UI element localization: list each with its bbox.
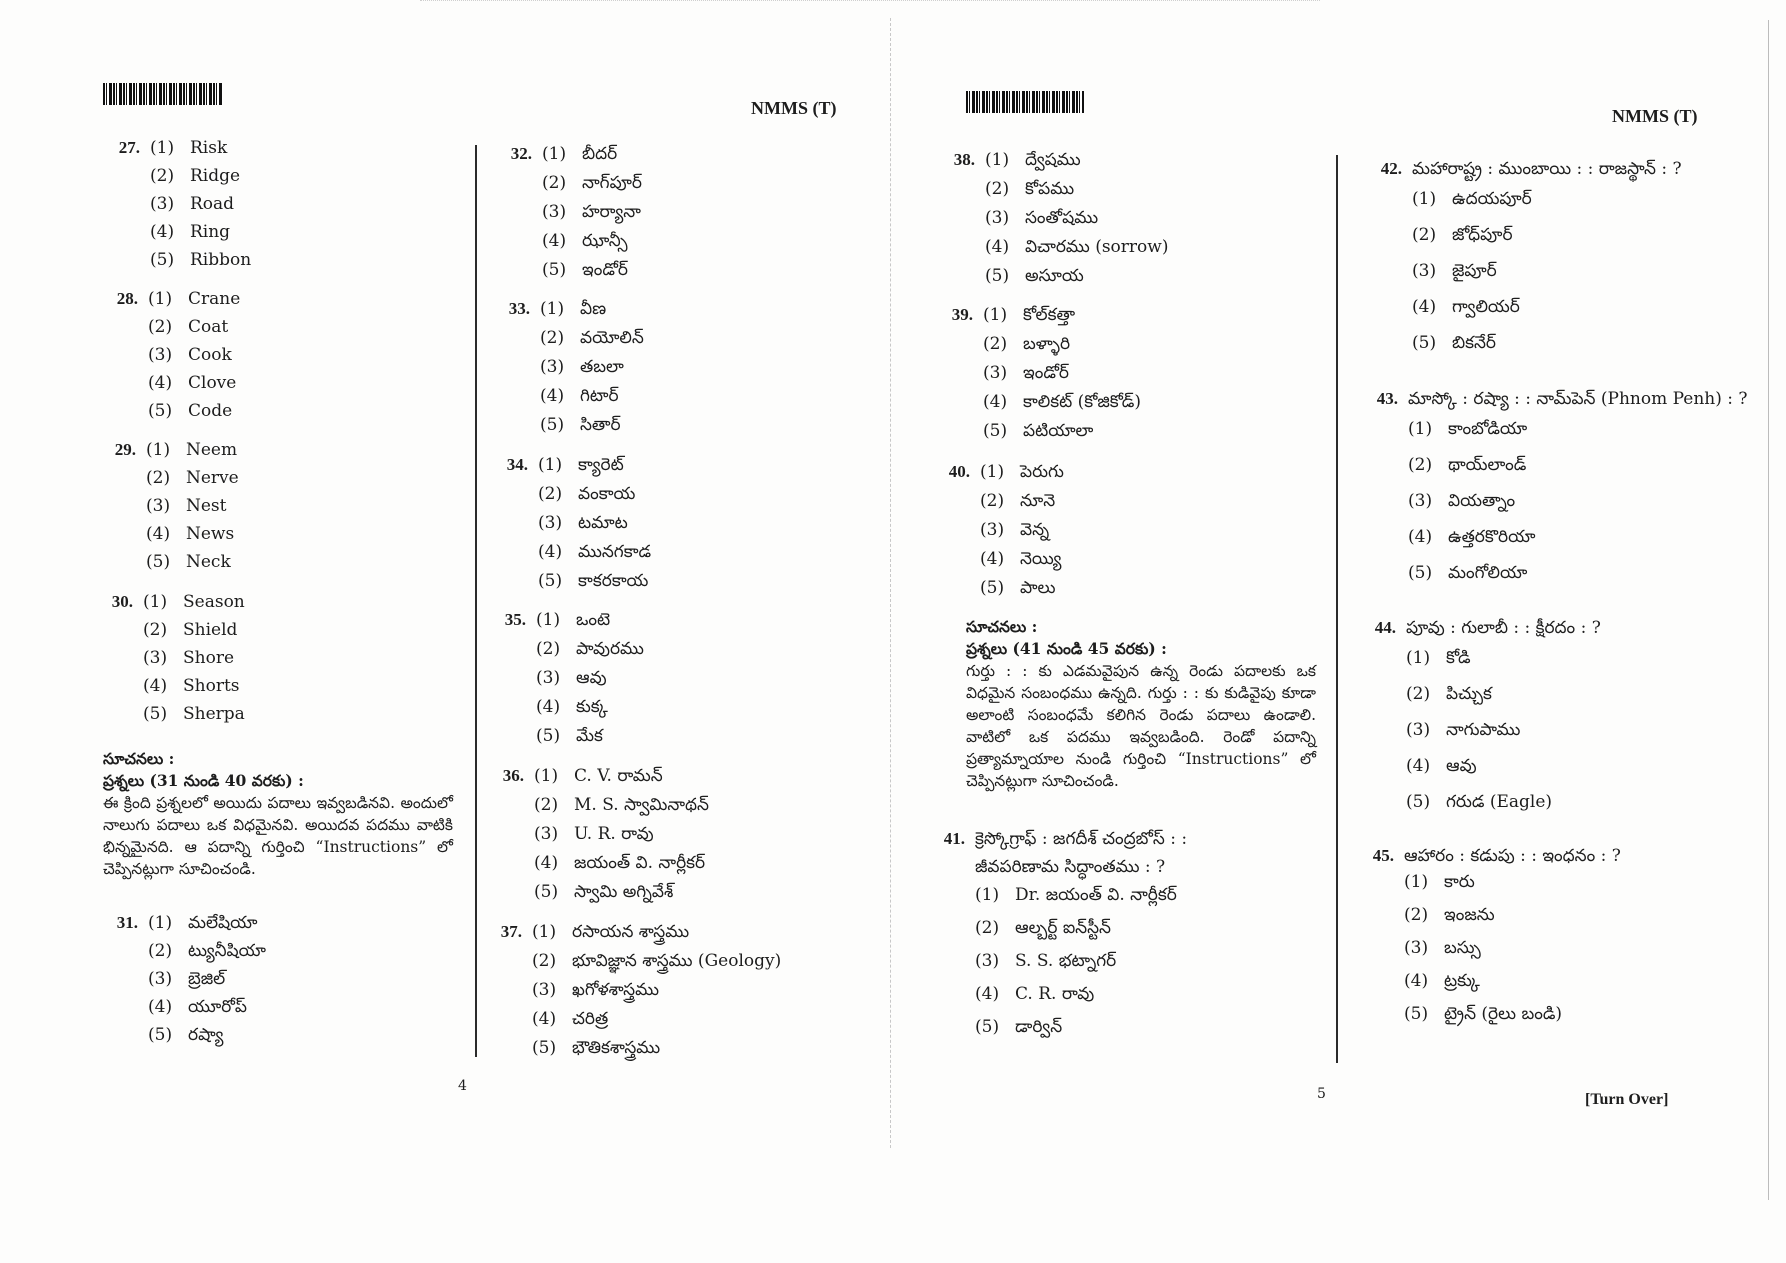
option-text: కారు [1444,872,1475,892]
option-text: స్వామి అగ్నివేశ్ [574,882,674,902]
option-text: Shorts [183,676,240,696]
option-text: Crane [188,289,241,309]
option-text: పాలు [1020,578,1056,598]
option-text: గిటార్ [580,386,619,406]
question-33: 33. (1) వీణ (2) వయోలిన్ (3) తబలా (4) గిటార్ (5) సితార్ [490,299,644,444]
question-35: 35. (1) ఒంటె (2) పావురము (3) ఆవు (4) కుక్క (5) మేక [486,610,644,755]
question-32: 32. (1) బీదర్ (2) నాగ్‌పూర్ (3) హర్యానా (4) ఝాన్సీ (5) ఇండోర్ [492,144,642,289]
option-text: పావురము [576,639,644,659]
instructions-body: ఈ క్రింది ప్రశ్నలలో అయిదు పదాలు ఇవ్వబడినవి. అందులో నాలుగు పదాలు ఒక విధమైనవి. అయిదవ పదము వాటికి భిన్నమైనది. ఆ పదాన్ని గుర్తించి “Instructions” లో చెప్పినట్లుగా సూచించండి. [103,794,453,878]
question-30: 30. (1) Season (2) Shield (3) Shore (4) Shorts (5) Sherpa [93,592,245,732]
instructions-title: సూచనలు : [966,617,1038,636]
option-text: ఇంజను [1444,905,1495,925]
instructions-31-40 [103,748,453,880]
option-text: డార్విన్ [1015,1017,1063,1037]
option-text: గ్వాలియర్ [1452,297,1520,317]
header-code-left: NMMS (T) [751,98,837,118]
question-number: 44. [1374,618,1396,637]
option-text: కోడి [1446,648,1471,668]
option-text: C. V. రామన్ [574,766,663,786]
option-text: జోధ్‌పూర్ [1452,225,1513,245]
option-text: Road [190,194,235,214]
page-fold [890,18,891,1148]
question-34: 34. (1) క్యారెట్ (2) వంకాయ (3) టమాట (4) మునగకాడ (5) కాకరకాయ [488,455,651,600]
option-text: బళ్ళారి [1023,334,1071,354]
option-text: Risk [190,138,228,158]
option-text: ఉత్తరకొరియా [1448,527,1536,547]
page-number-right: 5 [1317,1086,1326,1102]
option-text: Code [188,401,233,421]
option-text: నాగుపాము [1446,720,1521,740]
option-text: క్యారెట్ [578,455,624,475]
option-text: కాలికట్ (కోజికోడ్) [1023,392,1142,412]
option-text: Nest [186,496,227,516]
option-text: వయోలిన్ [580,328,644,348]
option-text: Neck [186,552,231,572]
option-text: S. S. భట్నాగర్ [1015,951,1117,971]
option-text: ఆవు [576,668,607,688]
paper-edge [1768,20,1772,1200]
question-number: 31. [116,913,138,932]
option-text: గరుడ (Eagle) [1446,792,1553,812]
option-text: Season [183,592,245,612]
option-text: రష్యా [188,1025,224,1045]
question-stem: క్రెస్కోగ్రాఫ్ : జగదీశ్ చంద్రబోస్ : : జీవపరిణామ సిద్ధాంతము : ? [975,829,1188,877]
barcode-left [103,83,223,105]
option-text: కోల్‌కత్తా [1023,305,1076,325]
option-text: థాయ్‌లాండ్ [1448,455,1527,475]
option-text: Dr. జయంత్ వి. నార్లీకర్ [1015,885,1177,905]
option-text: U. R. రావు [574,824,654,844]
question-number: 39. [951,305,973,324]
option-text: ట్రైన్ (రైలు బండి) [1444,1004,1563,1024]
option-text: జైపూర్ [1452,261,1497,281]
option-text: బికనేర్ [1452,333,1496,353]
column-rule-right [1336,155,1338,1063]
option-text: కాకరకాయ [578,571,649,591]
question-number: 38. [953,150,975,169]
question-number: 27. [118,138,140,157]
question-stem: మాస్కో : రష్యా : : నామ్‌పెన్ (Phnom Penh) : ? [1408,389,1748,409]
option-text: Cook [188,345,232,365]
instructions-subtitle: ప్రశ్నలు (41 నుండి 45 వరకు) : [966,639,1167,658]
option-text: కాంబోడియా [1448,419,1528,439]
question-40: 40. (1) పెరుగు (2) నూనె (3) వెన్న (4) నెయ్యి (5) పాలు [930,462,1064,607]
option-text: అసూయ [1025,266,1084,286]
option-text: బస్సు [1444,938,1481,958]
question-38: 38. (1) ద్వేషము (2) కోపము (3) సంతోషము (4) విచారము (sorrow) (5) అసూయ [935,150,1168,295]
question-28: 28. (1) Crane (2) Coat (3) Cook (4) Clove (5) Code [98,289,240,429]
option-text: విచారము (sorrow) [1025,237,1169,257]
question-number: 45. [1372,846,1394,865]
option-text: ఆల్బర్ట్ ఐన్‌స్టీన్ [1015,918,1111,938]
scan-artifact [420,0,1320,5]
option-text: News [186,524,235,544]
option-text: ఒంటె [576,610,611,630]
instructions-title: సూచనలు : [103,749,175,768]
option-text: పటియాలా [1023,421,1094,441]
option-text: Clove [188,373,237,393]
question-43: 43. మాస్కో : రష్యా : : నామ్‌పెన్ (Phnom Penh) : ? (1) కాంబోడియా (2) థాయ్‌లాండ్ (3) వియత్నాం (4) ఉత్తరకొరియా (5) మంగోలియా [1358,385,1748,599]
question-number: 33. [508,299,530,318]
option-text: Coat [188,317,229,337]
option-text: ఉదయపూర్ [1452,189,1532,209]
question-42: 42. మహారాష్ట్ర : ముంబాయి : : రాజస్థాన్ : ? (1) ఉదయపూర్ (2) జోధ్‌పూర్ (3) జైపూర్ (4) గ్వాలియర్ (5) బికనేర్ [1362,155,1682,369]
option-text: M. S. స్వామినాథన్ [574,795,709,815]
option-text: ఇండోర్ [582,260,628,280]
option-text: మేక [576,726,603,746]
option-text: Neem [186,440,238,460]
option-text: Shield [183,620,238,640]
option-text: వీణ [580,299,607,319]
question-31: 31. (1) మలేషియా (2) ట్యునీషియా (3) బ్రెజిల్ (4) యూరోప్ (5) రష్యా [98,913,266,1053]
option-text: మలేషియా [188,913,258,933]
question-stem: పూవు : గులాబీ : : క్షీరదం : ? [1406,618,1601,638]
option-text: పిచ్చుక [1446,684,1492,704]
option-text: కోపము [1025,179,1075,199]
question-number: 43. [1376,389,1398,408]
option-text: టమాట [578,513,628,533]
option-text: కుక్క [576,697,608,717]
question-stem: మహారాష్ట్ర : ముంబాయి : : రాజస్థాన్ : ? [1412,159,1682,179]
question-number: 42. [1380,159,1402,178]
option-text: C. R. రావు [1015,984,1095,1004]
option-text: ఝాన్సీ [582,231,628,251]
question-36: 36. (1) C. V. రామన్ (2) M. S. స్వామినాథన్ (3) U. R. రావు (4) జయంత్ వి. నార్లీకర్ (5) స్వామి అగ్నివేశ్ [484,766,709,911]
option-text: సంతోషము [1025,208,1099,228]
option-text: వంకాయ [578,484,636,504]
instructions-41-45 [966,616,1316,792]
turn-over-note: [Turn Over] [1585,1091,1669,1108]
option-text: పెరుగు [1020,462,1064,482]
option-text: ట్యునీషియా [188,941,266,961]
question-number: 28. [116,289,138,308]
option-text: భౌతికశాస్త్రము [572,1038,661,1058]
option-text: వియత్నాం [1448,491,1516,511]
option-text: బ్రెజిల్ [188,969,226,989]
option-text: హర్యానా [582,202,641,222]
page-number-left: 4 [458,1078,467,1094]
option-text: Sherpa [183,704,245,724]
question-number: 41. [943,829,965,848]
option-text: నాగ్‌పూర్ [582,173,642,193]
question-45: 45. ఆహారం : కడుపు : : ఇంధనం : ? (1) కారు (2) ఇంజను (3) బస్సు (4) ట్రక్కు (5) ట్రైన్ (రైలు బండి) [1354,842,1621,1037]
question-39: 39. (1) కోల్‌కత్తా (2) బళ్ళారి (3) ఇండోర్ (4) కాలికట్ (కోజికోడ్) (5) పటియాలా [933,305,1141,450]
option-text: Ridge [190,166,241,186]
option-text: నెయ్యి [1020,549,1062,569]
barcode-right [966,91,1084,113]
option-text: చరిత్ర [572,1009,609,1029]
option-text: ఆవు [1446,756,1477,776]
option-text: బీదర్ [582,144,618,164]
question-stem: ఆహారం : కడుపు : : ఇంధనం : ? [1404,846,1621,866]
option-text: వెన్న [1020,520,1050,540]
question-number: 40. [948,462,970,481]
header-code-right: NMMS (T) [1612,106,1698,126]
option-text: మంగోలియా [1448,563,1528,583]
question-37: 37. (1) రసాయన శాస్త్రము (2) భూవిజ్ఞాన శాస్త్రము (Geology) (3) ఖగోళశాస్త్రము (4) చరిత్ర (5) భౌతికశాస్త్రము [482,922,781,1067]
option-text: భూవిజ్ఞాన శాస్త్రము (Geology) [572,951,782,971]
option-text: మునగకాడ [578,542,652,562]
option-text: నూనె [1020,491,1056,511]
question-number: 37. [500,922,522,941]
option-text: Nerve [186,468,239,488]
option-text: తబలా [580,357,624,377]
question-44: 44. పూవు : గులాబీ : : క్షీరదం : ? (1) కోడి (2) పిచ్చుక (3) నాగుపాము (4) ఆవు (5) గరుడ (Eagle) [1356,614,1601,828]
option-text: సితార్ [580,415,621,435]
question-number: 29. [114,440,136,459]
column-rule-left [475,145,477,1057]
question-number: 34. [506,455,528,474]
question-27: 27. (1) Risk (2) Ridge (3) Road (4) Ring (5) Ribbon [100,138,251,278]
option-text: ద్వేషము [1025,150,1081,170]
instructions-body: గుర్తు : : కు ఎడమవైపున ఉన్న రెండు పదాలకు ఒక విధమైన సంబంధము ఉన్నది. గుర్తు : : కు కుడివైపు కూడా అలాంటి సంబంధమే కలిగిన రెండు పదాలు ఉండాలి. వాటిలో ఒక పదము ఇవ్వబడింది. రెండో పదాన్ని ప్రత్యామ్నాయాల నుండి గుర్తించి “Instructions” లో చెప్పినట్లుగా సూచించండి. [966,662,1316,790]
option-text: రసాయన శాస్త్రము [572,922,690,942]
question-number: 30. [111,592,133,611]
option-text: ఇండోర్ [1023,363,1069,383]
option-text: జయంత్ వి. నార్లీకర్ [574,853,706,873]
option-text: Ring [190,222,231,242]
question-29: 29. (1) Neem (2) Nerve (3) Nest (4) News (5) Neck [96,440,239,580]
option-text: ట్రక్కు [1444,971,1480,991]
option-text: Shore [183,648,235,668]
instructions-subtitle: ప్రశ్నలు (31 నుండి 40 వరకు) : [103,771,304,790]
question-number: 32. [510,144,532,163]
option-text: ఖగోళశాస్త్రము [572,980,659,1000]
option-text: Ribbon [190,250,252,270]
option-text: యూరోప్ [188,997,247,1017]
question-number: 35. [504,610,526,629]
question-41: 41. క్రెస్కోగ్రాఫ్ : జగదీశ్ చంద్రబోస్ : : జీవపరిణామ సిద్ధాంతము : ? (1) Dr. జయంత్ వి. నార్లీకర్ (2) ఆల్బర్ట్ ఐన్‌స్టీన్ (3) S. S. భట్నాగర్ (4) C. R. రావు (5) డార్విన్ [925,825,1265,1050]
question-number: 36. [502,766,524,785]
